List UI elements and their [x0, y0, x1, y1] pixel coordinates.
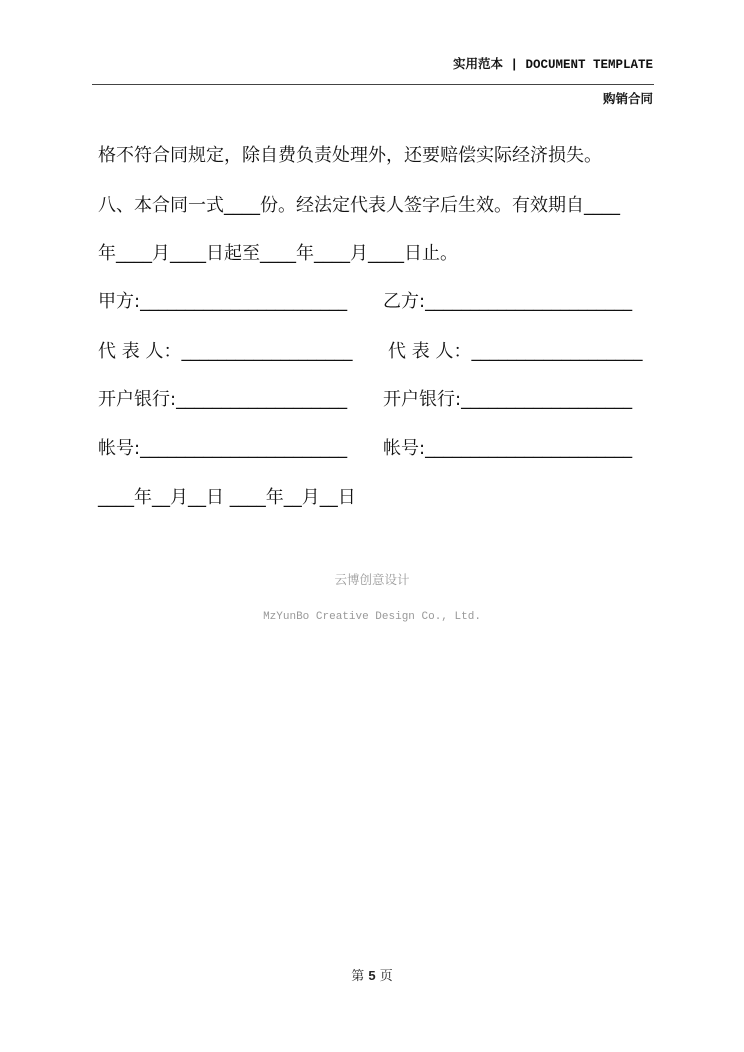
footer-company-cn: 云博创意设计 — [334, 572, 410, 587]
account-a-field: 帐号:_______________________ — [98, 438, 348, 459]
header-divider — [92, 84, 654, 85]
party-b-field: 乙方:_______________________ — [383, 291, 633, 312]
clause-eight-line: 八、本合同一式____份。经法定代表人签字后生效。有效期自____ — [98, 195, 620, 216]
account-b-field: 帐号:_______________________ — [383, 438, 633, 459]
clause-text-line: 格不符合同规定，除自费负责处理外，还要赔偿实际经济损失。 — [98, 145, 602, 166]
page-number — [0, 965, 744, 984]
header-title: 实用范本 | DOCUMENT TEMPLATE — [452, 58, 653, 72]
party-a-field: 甲方:_______________________ — [98, 291, 348, 312]
page-number-value: 5 — [368, 968, 376, 983]
representative-a-field: 代 表 人：___________________ — [98, 341, 353, 362]
bank-b-field: 开户银行:___________________ — [383, 389, 633, 410]
validity-period-line: 年____月____日起至____年____月____日止。 — [98, 243, 458, 264]
representative-b-field: 代 表 人：___________________ — [388, 341, 643, 362]
page-suffix: 页 — [379, 969, 393, 984]
bank-a-field: 开户银行:___________________ — [98, 389, 348, 410]
page-prefix: 第 — [351, 969, 365, 984]
header-subtitle: 购销合同 — [602, 91, 653, 106]
footer-company-en: MzYunBo Creative Design Co., Ltd. — [263, 611, 481, 623]
signature-date-line: ____年__月__日 ____年__月__日 — [98, 487, 356, 508]
